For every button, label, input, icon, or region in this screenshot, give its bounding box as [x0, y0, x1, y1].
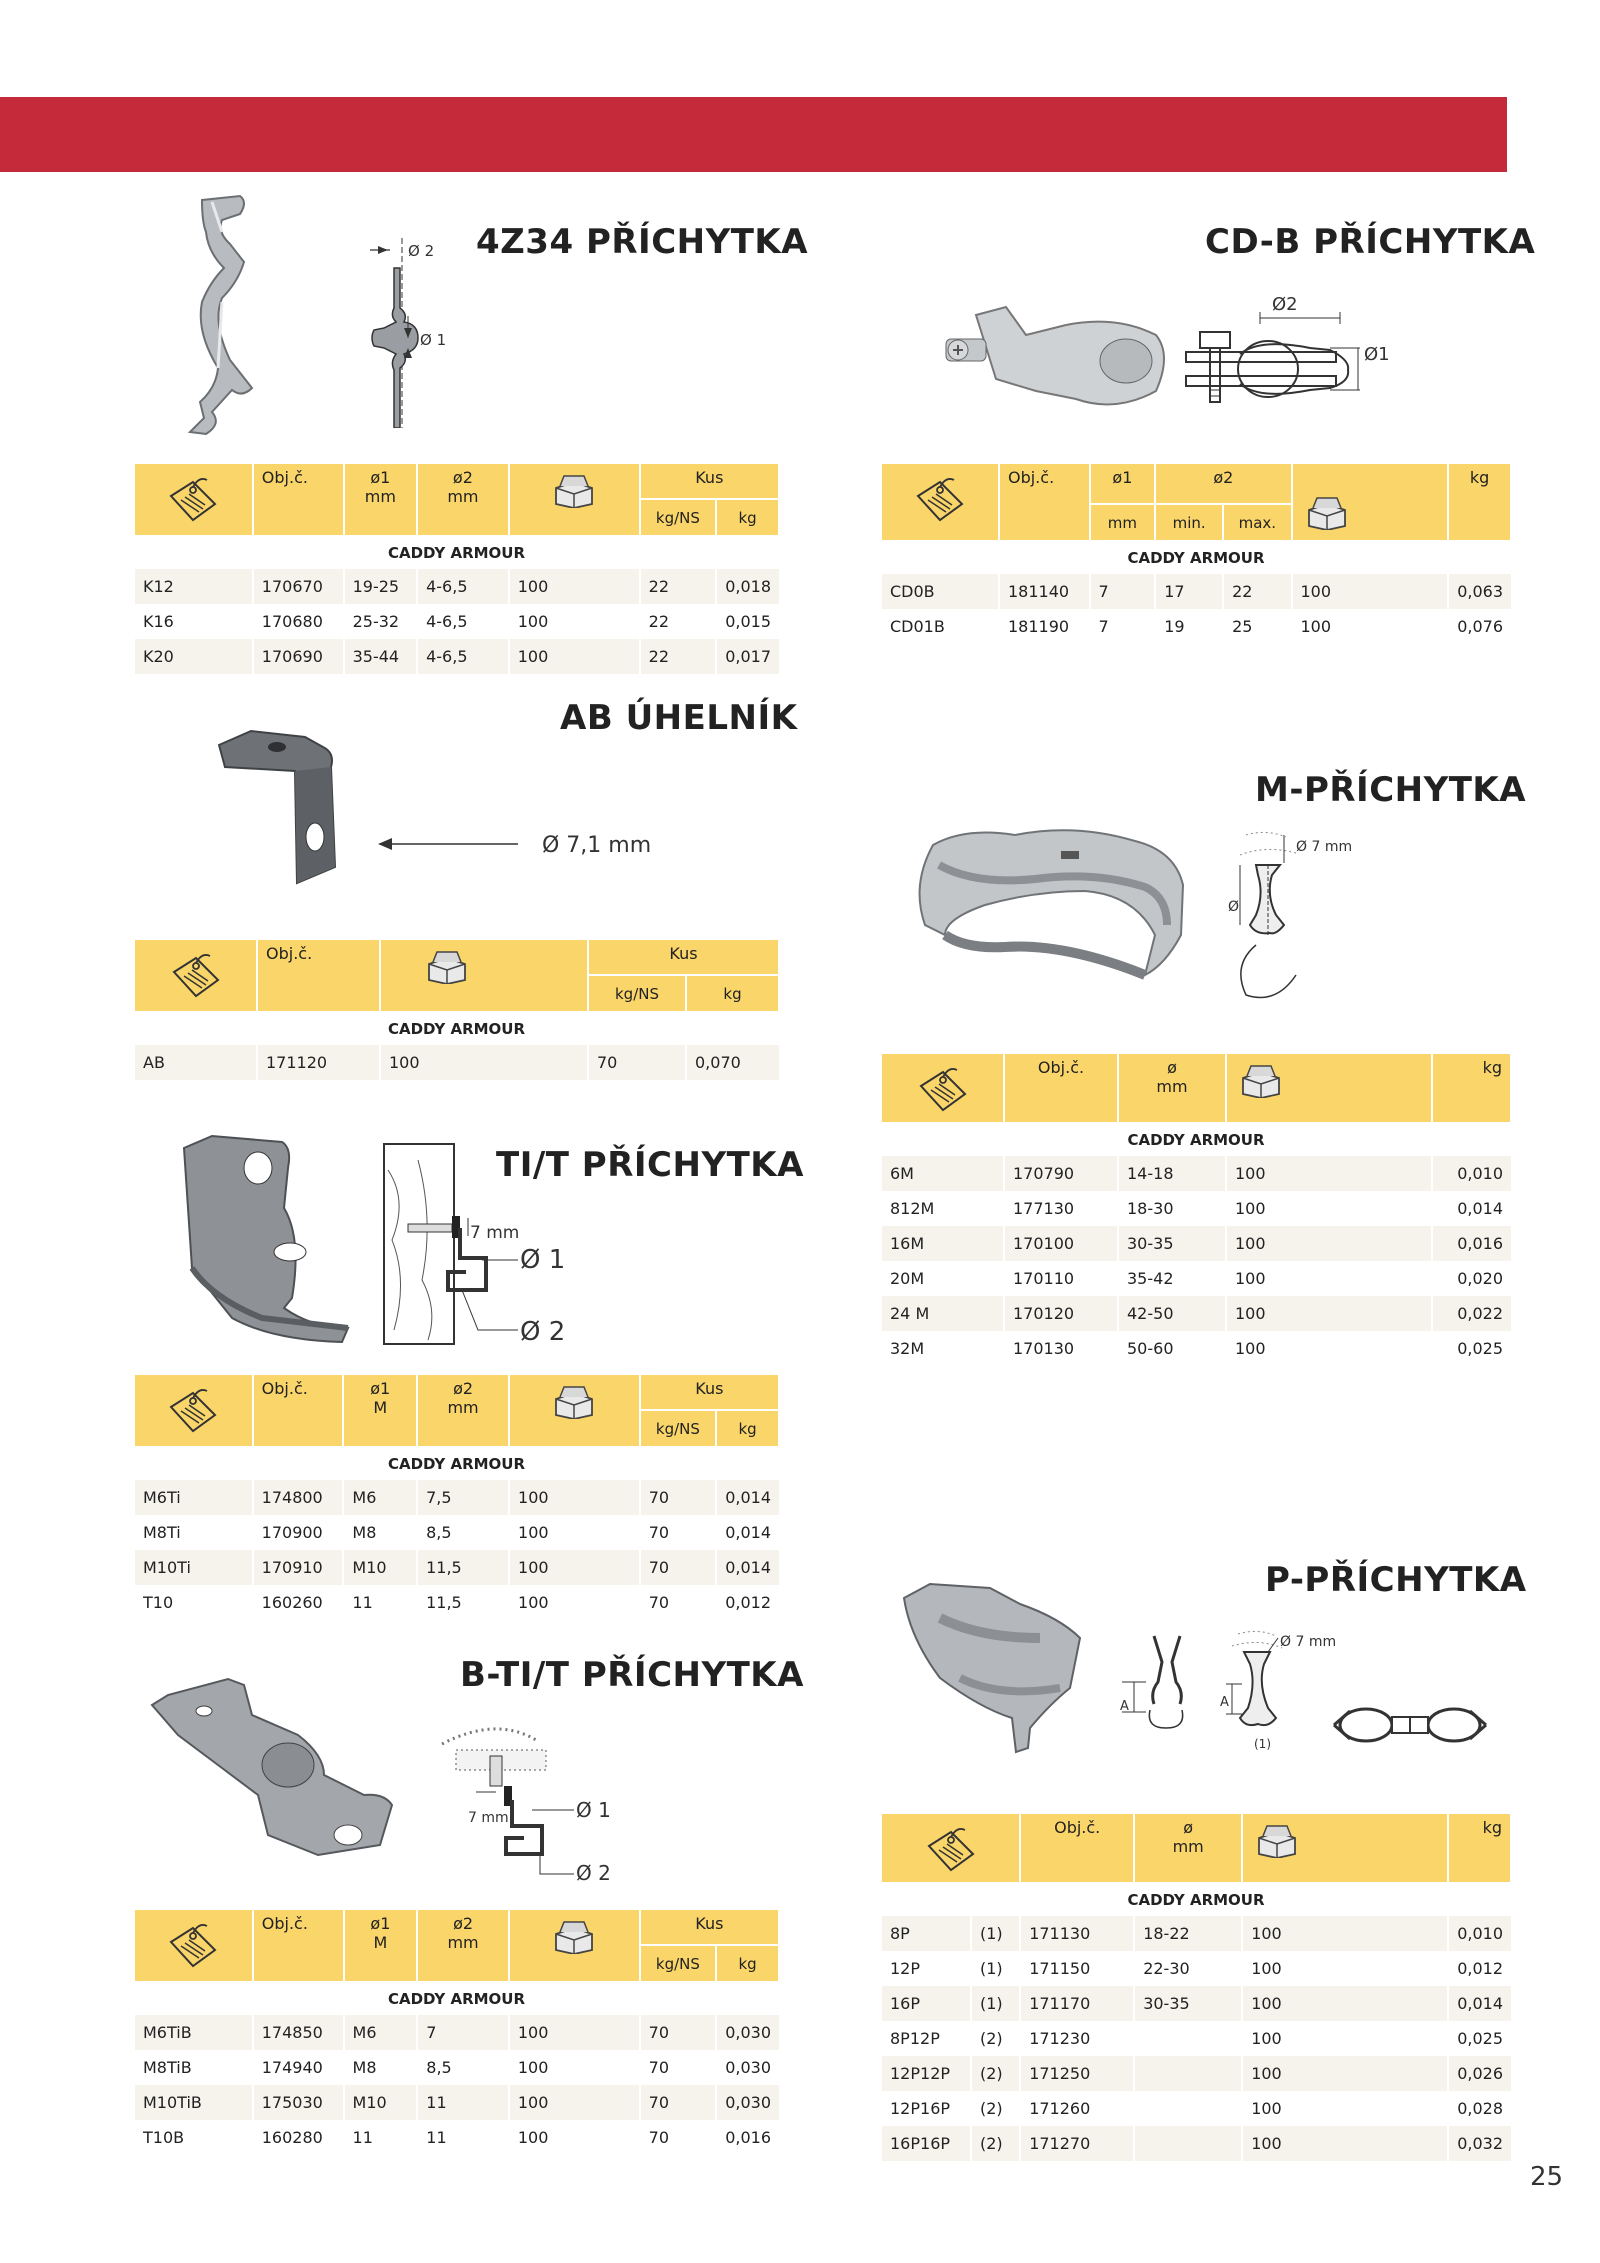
table-row: 24 M 170120 42-50 100 0,022 — [881, 1296, 1511, 1331]
table-row: 16P16P (2) 171270 100 0,032 — [881, 2126, 1511, 2161]
col-d1: ø1 mm — [344, 463, 418, 536]
table-row: M6Ti 174800 M6 7,5 100 70 0,014 — [134, 1480, 779, 1515]
col-kus: Kus — [640, 1909, 779, 1945]
col-kus: Kus — [640, 463, 779, 499]
p-note-label: (1) — [1254, 1737, 1271, 1751]
p-a1-label: A — [1120, 1699, 1129, 1714]
brand-label: CADDY ARMOUR — [1127, 1131, 1265, 1149]
table-row: 20M 170110 35-42 100 0,020 — [881, 1261, 1511, 1296]
table-row: M8TiB 174940 M8 8,5 100 70 0,030 — [134, 2050, 779, 2085]
package-icon-cell — [509, 463, 640, 536]
btit-product-photo — [148, 1675, 398, 1860]
m-diagram — [1226, 825, 1446, 1015]
4z34-product-photo — [182, 192, 267, 442]
price-tag-icon — [163, 1385, 223, 1435]
col-d: ø mm — [1118, 1053, 1226, 1123]
table-row: CD0B 181140 7 17 22 100 0,063 — [881, 574, 1511, 609]
table-row: 12P16P (2) 171260 100 0,028 — [881, 2091, 1511, 2126]
p-product-photo — [900, 1578, 1090, 1758]
package-icon — [552, 1920, 596, 1954]
package-icon — [552, 1385, 596, 1419]
table-row: K20 170690 35-44 4-6,5 100 22 0,017 — [134, 639, 779, 674]
package-icon — [1255, 1824, 1299, 1858]
table-tit — [133, 1373, 780, 1620]
col-max: max. — [1223, 504, 1291, 541]
p-diagram-pair — [1330, 1695, 1490, 1755]
tag-icon-cell — [134, 463, 253, 536]
col-kgns: kg/NS — [588, 975, 686, 1012]
table-row: T10B 160280 11 11 100 70 0,016 — [134, 2120, 779, 2155]
section-title-ab: AB ÚHELNÍK — [560, 698, 798, 738]
p-diagram-install — [1218, 1628, 1348, 1758]
price-tag-icon — [163, 1920, 223, 1970]
table-row: 12P12P (2) 171250 100 0,026 — [881, 2056, 1511, 2091]
cdb-d2-label: Ø2 — [1272, 294, 1298, 315]
brand-label: CADDY ARMOUR — [387, 1455, 526, 1473]
table-btit — [133, 1908, 780, 2155]
brand-label: CADDY ARMOUR — [387, 1990, 526, 2008]
col-kg: kg — [716, 499, 779, 536]
col-d: ø mm — [1134, 1813, 1242, 1883]
price-tag-icon — [921, 1824, 981, 1874]
col-min: min. — [1155, 504, 1223, 541]
p-diagram-side — [1110, 1632, 1220, 1752]
package-icon — [425, 950, 469, 984]
table-row: 16M 170100 30-35 100 0,016 — [881, 1226, 1511, 1261]
page-number: 25 — [1530, 2162, 1564, 2192]
btit-diagram — [436, 1720, 636, 1900]
package-icon — [1239, 1064, 1283, 1098]
col-obj: Obj.č. — [1004, 1053, 1118, 1123]
col-kus: Kus — [640, 1374, 779, 1410]
col-d2: ø2 mm — [417, 1909, 509, 1982]
col-kgns: kg/NS — [640, 499, 717, 536]
table-row: M10TiB 175030 M10 11 100 70 0,030 — [134, 2085, 779, 2120]
header-bar — [0, 97, 1507, 172]
price-tag-icon — [166, 950, 226, 1000]
table-m — [880, 1052, 1512, 1366]
col-d1: ø1 — [1090, 463, 1156, 504]
p-a2-label: A — [1220, 1695, 1229, 1710]
col-obj: Obj.č. — [253, 1374, 344, 1447]
col-obj: Obj.č. — [253, 1909, 344, 1982]
cdb-d1-label: Ø1 — [1364, 344, 1390, 365]
4z34-diagram — [330, 238, 470, 428]
m-hole-label: Ø 7 mm — [1296, 839, 1353, 855]
tit-d1-label: Ø 1 — [520, 1245, 566, 1275]
col-obj: Obj.č. — [253, 463, 344, 536]
tit-diagram — [378, 1140, 578, 1360]
package-icon — [552, 474, 596, 508]
cdb-product-photo — [936, 295, 1176, 420]
btit-d1-label: Ø 1 — [576, 1798, 611, 1822]
tit-d2-label: Ø 2 — [520, 1317, 566, 1347]
m-d-label: Ø — [1228, 899, 1240, 915]
col-d2: ø2 mm — [417, 1374, 509, 1447]
col-kus: Kus — [588, 939, 779, 975]
col-obj: Obj.č. — [999, 463, 1090, 541]
col-kgns: kg/NS — [640, 1945, 717, 1982]
table-row: CD01B 181190 7 19 25 100 0,076 — [881, 609, 1511, 644]
col-kg: kg — [716, 1410, 779, 1447]
table-row: T10 160260 11 11,5 100 70 0,012 — [134, 1585, 779, 1620]
section-title-p: P-PŘÍCHYTKA — [1265, 1560, 1527, 1600]
table-row: 6M 170790 14-18 100 0,010 — [881, 1156, 1511, 1191]
col-kg: kg — [686, 975, 779, 1012]
brand-label: CADDY ARMOUR — [1127, 1891, 1265, 1909]
table-row: 8P (1) 171130 18-22 100 0,010 — [881, 1916, 1511, 1951]
table-p — [880, 1812, 1512, 2161]
4z34-d2-label: Ø 2 — [408, 242, 435, 260]
table-row: AB 171120 100 70 0,070 — [134, 1045, 779, 1080]
4z34-d1-label: Ø 1 — [420, 331, 447, 349]
brand-label: CADDY ARMOUR — [387, 1020, 526, 1038]
col-d1-unit: mm — [1090, 504, 1156, 541]
price-tag-icon — [910, 474, 970, 524]
col-kg: kg — [1448, 463, 1511, 541]
table-row: 12P (1) 171150 22-30 100 0,012 — [881, 1951, 1511, 1986]
brand-label: CADDY ARMOUR — [1127, 549, 1265, 567]
table-row: 32M 170130 50-60 100 0,025 — [881, 1331, 1511, 1366]
table-row: M8Ti 170900 M8 8,5 100 70 0,014 — [134, 1515, 779, 1550]
ab-hole-label: Ø 7,1 mm — [542, 833, 652, 858]
m-product-photo — [905, 825, 1205, 990]
tit-product-photo — [172, 1128, 352, 1348]
price-tag-icon — [913, 1064, 973, 1114]
btit-mm-label: 7 mm — [468, 1810, 509, 1826]
ab-diagram — [378, 818, 558, 868]
table-row: 8P12P (2) 171230 100 0,025 — [881, 2021, 1511, 2056]
col-d2: ø2 — [1155, 463, 1291, 504]
col-d1: ø1 M — [343, 1374, 417, 1447]
price-tag-icon — [163, 474, 223, 524]
table-row: K12 170670 19-25 4-6,5 100 22 0,018 — [134, 569, 779, 604]
section-title-btit: B-TI/T PŘÍCHYTKA — [460, 1655, 804, 1695]
table-row: M10Ti 170910 M10 11,5 100 70 0,014 — [134, 1550, 779, 1585]
col-kg: kg — [1432, 1053, 1511, 1123]
col-d1: ø1 M — [344, 1909, 418, 1982]
section-title-4z34: 4Z34 PŘÍCHYTKA — [476, 222, 809, 262]
col-kgns: kg/NS — [640, 1410, 717, 1447]
col-obj: Obj.č. — [257, 939, 380, 1012]
ab-product-photo — [215, 727, 375, 887]
tit-mm-label: 7 mm — [470, 1223, 520, 1243]
table-row: M6TiB 174850 M6 7 100 70 0,030 — [134, 2015, 779, 2050]
p-hole-label: Ø 7 mm — [1280, 1634, 1337, 1650]
cdb-diagram — [1180, 290, 1410, 430]
col-d2: ø2 mm — [417, 463, 509, 536]
section-title-cdb: CD-B PŘÍCHYTKA — [1205, 222, 1536, 262]
table-cdb — [880, 462, 1512, 644]
table-row: 16P (1) 171170 30-35 100 0,014 — [881, 1986, 1511, 2021]
col-obj: Obj.č. — [1020, 1813, 1134, 1883]
table-ab — [133, 938, 780, 1080]
section-title-m: M-PŘÍCHYTKA — [1255, 770, 1527, 810]
section-title-tit: TI/T PŘÍCHYTKA — [496, 1145, 804, 1185]
package-icon — [1305, 496, 1349, 530]
table-row: K16 170680 25-32 4-6,5 100 22 0,015 — [134, 604, 779, 639]
table-row: 812M 177130 18-30 100 0,014 — [881, 1191, 1511, 1226]
col-kg: kg — [716, 1945, 779, 1982]
table-4z34 — [133, 462, 780, 674]
col-kg: kg — [1448, 1813, 1511, 1883]
btit-d2-label: Ø 2 — [576, 1861, 611, 1885]
brand-label: CADDY ARMOUR — [387, 544, 526, 562]
